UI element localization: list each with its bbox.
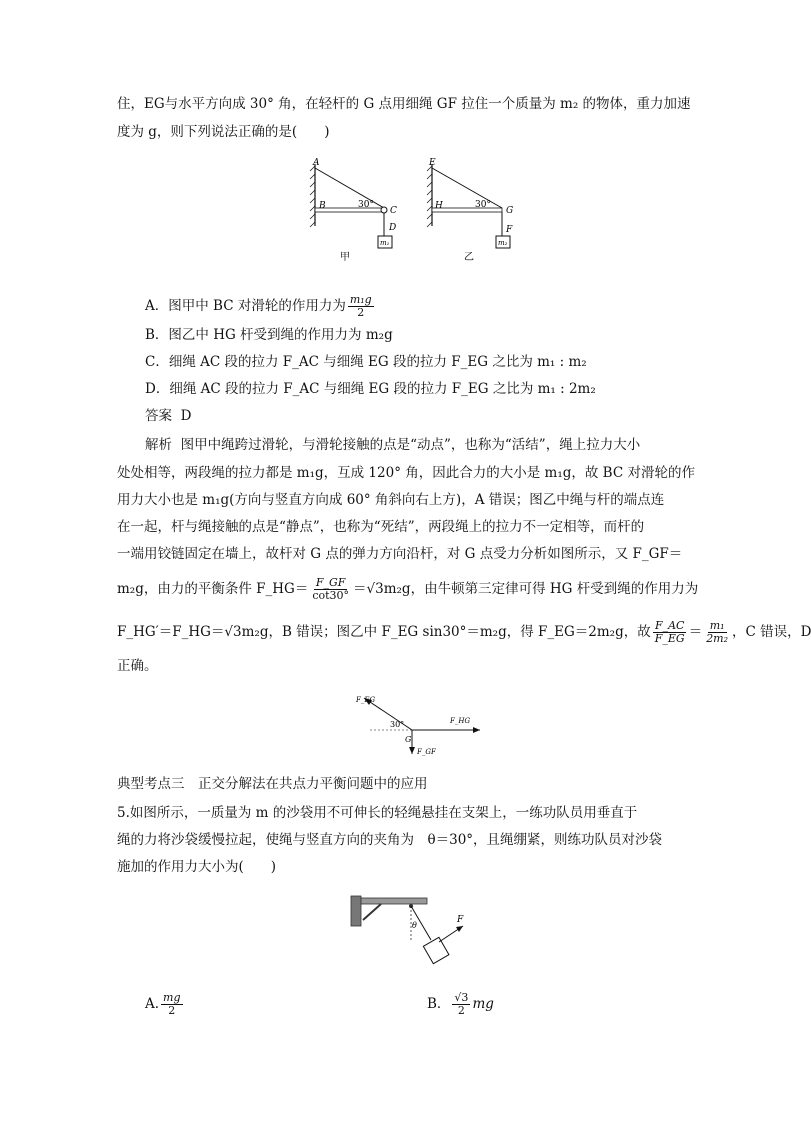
option-c: C．细绳 AC 段的拉力 F_AC 与细绳 EG 段的拉力 F_EG 之比为 m₁ : m₂: [145, 354, 587, 370]
mass-label: m₁: [380, 239, 390, 247]
analysis-line-8: 正确。: [117, 658, 158, 674]
analysis-line-7: F_HG′＝F_HG＝√3m₂g，B 错误；图乙中 F_EG sin30°＝m₂g，得 F_EG＝2m₂g，故 $\frac{F\_AC}{F\_EG}$ ＝ $\frac{\text{m₁}}{\text{2m₂}}$ ，C 错误，D: [117, 619, 811, 645]
figure-yi: [420, 156, 530, 266]
q5-line-2: 绳的力将沙袋缓慢拉起，使绳与竖直方向的夹角为 θ＝30°，且绳绷紧，则练功队员对沙袋: [117, 832, 663, 848]
label-b: B: [319, 201, 326, 211]
label-h: H: [435, 201, 443, 211]
q5-option-a: A. $\frac{mg}{2}$: [145, 991, 181, 1017]
label-f: F: [457, 915, 464, 925]
analysis-line-6: m₂g，由力的平衡条件 F_HG＝ $\frac{F\_GF}{\cot 30^\circ}$ ＝√3m₂g，由牛顿第三定律可得 HG 杆受到绳的作用力为: [117, 576, 699, 602]
label-feg: F_EG: [356, 696, 376, 704]
angle-label: 30°: [358, 200, 374, 210]
label-fgf: F_GF: [417, 748, 436, 756]
sandbag-figure: [345, 890, 475, 975]
analysis-line-5: 一端用铰链固定在墙上，故杆对 G 点的弹力方向沿杆，对 G 点受力分析如图所示，又 F_GF＝: [117, 546, 683, 562]
mass-label: m₂: [498, 239, 508, 247]
label-theta: θ: [412, 921, 417, 930]
q5-line-1: 5.如图所示，一质量为 m 的沙袋用不可伸长的轻绳悬挂在支架上，一练功队员用垂直于: [117, 805, 638, 821]
label-f: F: [506, 225, 513, 235]
analysis-line-3: 用力大小也是 m₁g(方向与竖直方向成 60° 角斜向右上方)，A 错误；图乙中绳与杆的端点连: [117, 492, 665, 508]
analysis-line-1: 解析 图甲中绳跨过滑轮，与滑轮接触的点是“动点”，也称为“活结”，绳上拉力大小: [145, 437, 641, 453]
label-g: G: [506, 206, 514, 216]
label-fhg: F_HG: [450, 717, 471, 725]
label-g: G: [405, 735, 412, 744]
angle-label: 30°: [475, 200, 491, 210]
label-e: E: [429, 158, 436, 168]
option-d: D．细绳 AC 段的拉力 F_AC 与细绳 EG 段的拉力 F_EG 之比为 m₁ : 2m₂: [145, 381, 596, 397]
force-diagram: [350, 690, 500, 760]
q5-option-b: B． $\frac{√3}{2}$ mg: [427, 991, 494, 1017]
section-heading: 典型考点三 正交分解法在共点力平衡问题中的应用: [117, 776, 428, 792]
q4-line-1: 住，EG与水平方向成 30° 角，在轻杆的 G 点用细绳 GF 拉住一个质量为 m₂ 的物体，重力加速: [117, 96, 691, 112]
analysis-line-4: 在一起，杆与绳接触的点是“静点”，也称为“死结”，两段绳上的拉力不一定相等，而杆的: [117, 519, 645, 535]
q5-line-3: 施加的作用力大小为( ): [117, 859, 277, 875]
figure-jia: [300, 156, 420, 266]
label-c: C: [390, 206, 397, 216]
analysis-line-2: 处处相等，两段绳的拉力都是 m₁g，互成 120° 角，因此合力的大小是 m₁g，故 BC 对滑轮的作: [117, 465, 695, 481]
label-d: D: [389, 223, 397, 233]
angle-label: 30°: [390, 720, 405, 729]
q4-line-2: 度为 g，则下列说法正确的是( ): [117, 124, 330, 140]
caption-jia: 甲: [340, 252, 350, 263]
caption-yi: 乙: [464, 252, 474, 263]
answer: 答案 D: [145, 408, 192, 424]
option-a: A．图甲中 BC 对滑轮的作用力为 $\frac{\text{m₁g}}{2}$: [145, 293, 372, 319]
option-b: B．图乙中 HG 杆受到绳的作用力为 m₂g: [145, 327, 393, 343]
label-a: A: [313, 158, 320, 168]
